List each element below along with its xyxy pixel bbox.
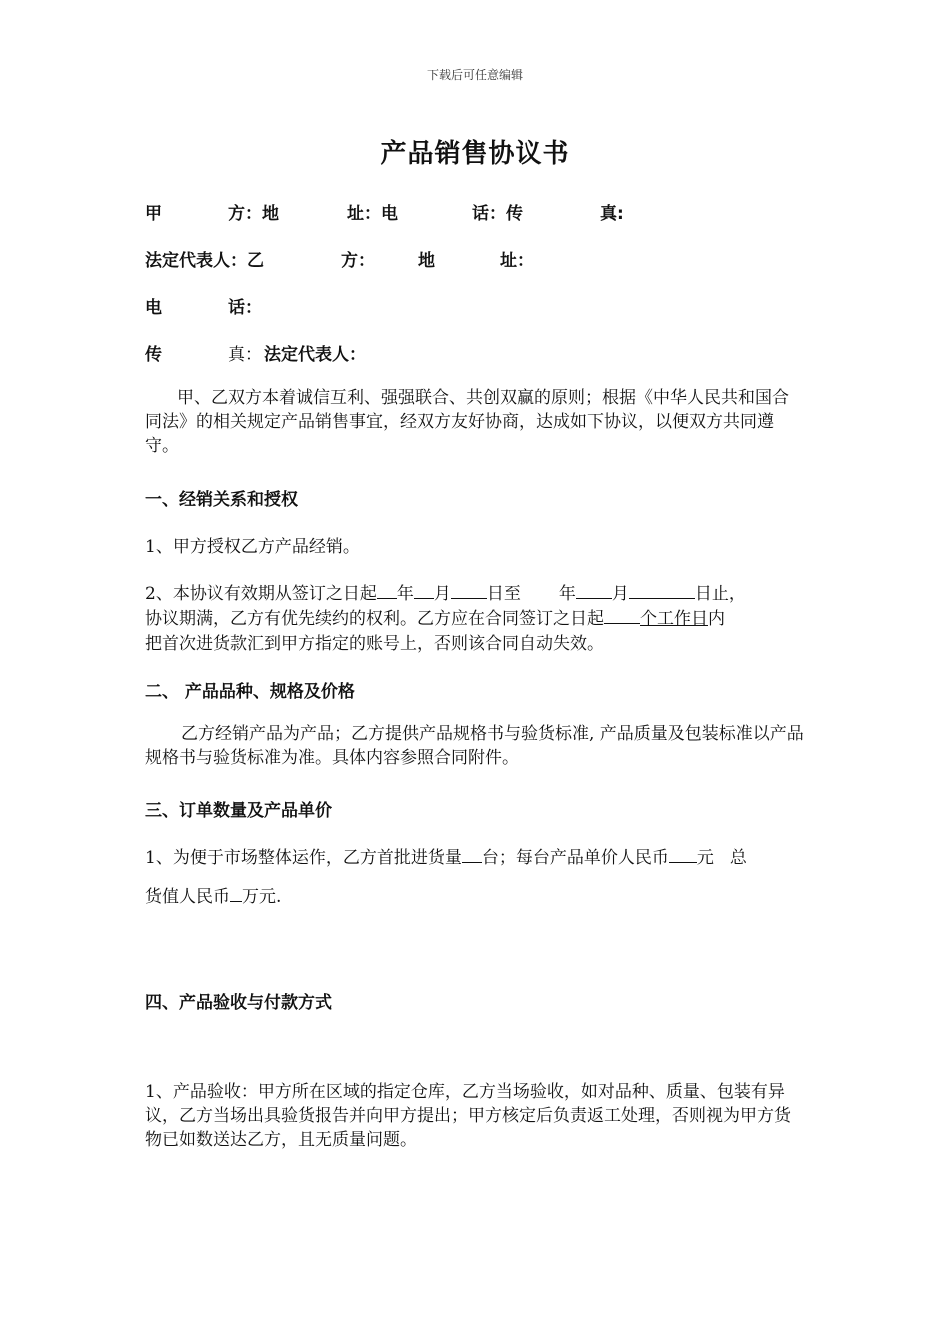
month2-blank[interactable] — [576, 580, 612, 599]
party-a-fax-end: 真: — [600, 204, 624, 224]
year2-label: 年 — [558, 584, 576, 604]
section-4-p1: 1、产品验收：甲方所在区域的指定仓库，乙方当场验收，如对品种、质量、包装有异议，乙方当场出具验货报告并向甲方提出；甲方核定后负责返工处理，否则视为甲方货物已如数送达乙方，且无质量问题。 — [145, 1082, 791, 1150]
total-label: 总 — [729, 848, 747, 868]
phone-label-a: 电 — [145, 298, 162, 318]
section-3-p1-line1 — [145, 843, 747, 868]
section-1-title: 一、经销关系和授权 — [145, 490, 298, 510]
section-3-title: 三、订单数量及产品单价 — [145, 801, 332, 821]
yuan-label: 元 — [696, 848, 714, 868]
term-start-text: 2、本协议有效期从签订之日起 — [145, 584, 377, 604]
document-title: 产品销售协议书 — [380, 139, 570, 169]
within-label: 内 — [708, 609, 725, 629]
party-a-address-label: 方：地 — [228, 204, 279, 224]
day2-blank[interactable] — [629, 580, 695, 599]
day-blank[interactable] — [451, 580, 487, 599]
month-blank[interactable] — [414, 580, 434, 599]
intro-paragraph: 甲、乙双方本着诚信互利、强强联合、共创双赢的原则；根据《中华人民共和国合同法》的相关规定产品销售事宜，经双方友好协商，达成如下协议，以便双方共同遵守。 — [145, 388, 789, 456]
section-1-p2-line2 — [145, 604, 725, 629]
total-value-text: 货值人民币 — [145, 887, 230, 907]
year-blank[interactable] — [377, 580, 397, 599]
party-b-label: 法定代表人：乙 — [145, 251, 264, 271]
renewal-text: 协议期满，乙方有优先续约的权利。乙方应在合同签订之日起 — [145, 609, 604, 629]
legal-rep-label: 法定代表人： — [264, 345, 366, 365]
section-3-p1-line2 — [145, 882, 281, 907]
section-4-title: 四、产品验收与付款方式 — [145, 993, 332, 1013]
total-blank[interactable] — [230, 883, 242, 902]
section-2-p1: 乙方经销产品为产品；乙方提供产品规格书与验货标准, 产品质量及包装标准以产品规格书与验货标准为准。具体内容参照合同附件。 — [145, 724, 804, 768]
quantity-blank[interactable] — [462, 844, 482, 863]
wan-yuan-label: 万元. — [242, 887, 282, 907]
section-2-title: 二、 产品品种、规格及价格 — [145, 682, 355, 702]
section-1-p2-line1 — [145, 579, 746, 604]
year-label: 年 — [396, 584, 414, 604]
party-a-phone-label: 址：电 — [347, 204, 398, 224]
fax-label-b: 真： — [228, 345, 262, 365]
section-1-p1: 1、甲方授权乙方产品经销。 — [145, 537, 360, 557]
month-label: 月 — [433, 584, 451, 604]
party-b-address-b: 址： — [500, 251, 534, 271]
party-a-label: 甲 — [145, 204, 162, 224]
workdays-label: 个工作日 — [640, 609, 708, 629]
header-note: 下载后可任意编辑 — [426, 68, 523, 82]
day-to-label: 日至 — [486, 584, 521, 604]
end-label: 日止， — [694, 584, 746, 604]
party-a-fax-label: 话：传 — [472, 204, 523, 224]
month2-label: 月 — [611, 584, 629, 604]
workdays-blank[interactable] — [604, 605, 640, 624]
price-blank[interactable] — [669, 844, 697, 863]
party-b-address-a: 地 — [418, 251, 435, 271]
first-batch-text: 1、为便于市场整体运作，乙方首批进货量 — [145, 848, 462, 868]
section-1-p2-line3: 把首次进货款汇到甲方指定的账号上，否则该合同自动失效。 — [145, 634, 604, 654]
fax-label-a: 传 — [145, 345, 162, 365]
unit-price-text: 台；每台产品单价人民币 — [481, 848, 669, 868]
phone-label-b: 话： — [228, 298, 262, 318]
party-b-colon: 方： — [341, 251, 375, 271]
